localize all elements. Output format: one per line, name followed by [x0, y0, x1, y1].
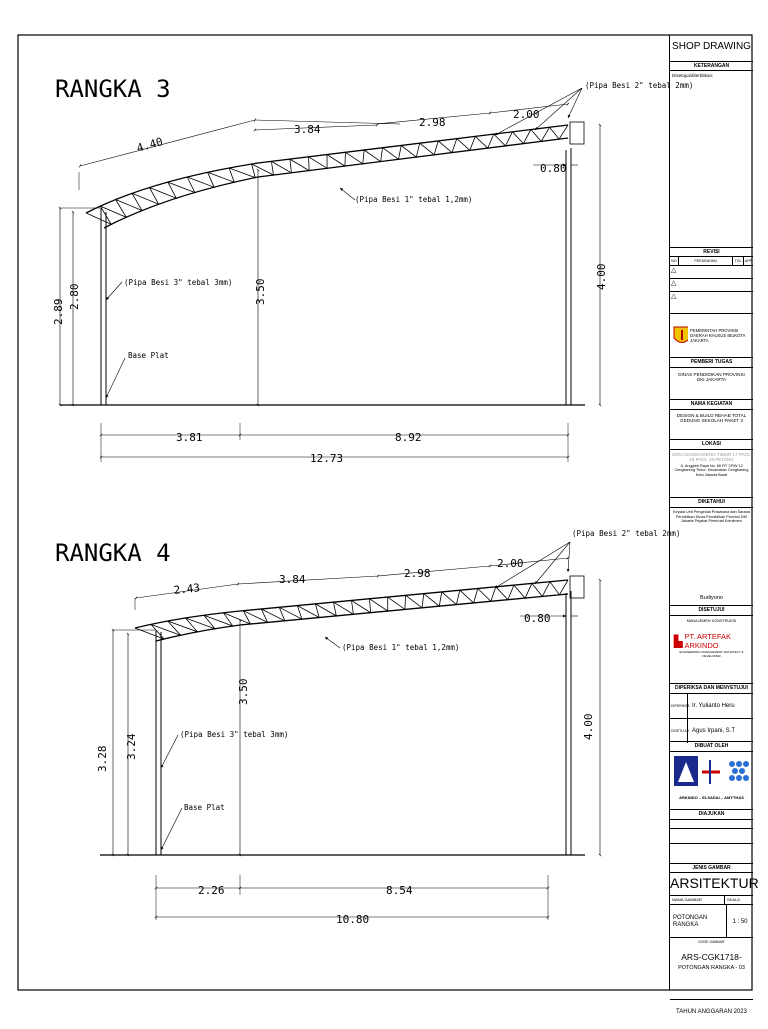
r3-dim-h-mid: 3.50	[254, 278, 267, 305]
r4-dim-bot1: 2.26	[198, 884, 225, 897]
r4-note-pipe-top: (Pipa Besi 2" tebal 2mm)	[572, 529, 681, 538]
skala-value: 1 : 50	[732, 918, 748, 925]
r4-note-pipe-col: (Pipa Besi 3" tebal 3mm)	[180, 730, 289, 739]
nama-gambar-value: POTONGAN RANGKA	[670, 905, 727, 938]
lokasi-label: LOKASI	[670, 440, 753, 450]
r3-dim-top1: 4.40	[135, 135, 165, 155]
pemberi-tugas-section	[670, 357, 753, 399]
disetujui-label: DISETUJUI	[670, 606, 753, 616]
jenis-label: JENIS GAMBAR	[692, 865, 731, 871]
revisi-label: REVISI	[670, 248, 753, 257]
r3-truss-bottom-chord	[104, 138, 568, 228]
mk-sub: ENGINEERING MANAGEMENT ARCHITECT & DEVELOPER	[679, 650, 744, 659]
jenis-gambar-section	[670, 863, 759, 895]
jenis-value: ARSITEKTUR	[670, 872, 753, 893]
r3-dim-top4: 2.00	[513, 108, 540, 121]
r3-note-pipe-top: (Pipa Besi 2" tebal 2mm)	[585, 81, 694, 90]
nama-kegiatan-label: NAMA KEGIATAN	[670, 400, 753, 410]
diperiksa-row: DIPERIKSA Ir. Yulianto Heru	[670, 694, 753, 719]
disetujui-section	[670, 605, 753, 683]
r4-note-pipe-mid: (Pipa Besi 1" tebal 1,2mm)	[342, 643, 460, 652]
dibuat-label: DIBUAT OLEH	[670, 742, 753, 752]
pemberi-tugas-value: DINAS PENDIDIKAN PROVINSI DKI JAKARTA	[678, 372, 745, 383]
rangka-3-drawing	[55, 75, 600, 462]
rangka-4-labels	[96, 529, 683, 926]
rangka-3-labels	[52, 81, 693, 465]
dibuat-company: ARKINDO – ELSADAI – AMYTHAS	[679, 795, 744, 800]
diajukan-section	[670, 809, 753, 863]
r3-note-base: Base Plat	[128, 351, 169, 360]
dibuat-oleh-section	[670, 741, 753, 809]
r3-dim-top2: 3.84	[294, 123, 321, 136]
rangka-4-title: RANGKA 4	[55, 539, 171, 567]
r3-dim-bot1: 3.81	[176, 431, 203, 444]
diperiksa-label: DIPERIKSA DAN MENYETUJUI	[670, 684, 753, 694]
revisi-row: △	[671, 293, 677, 300]
diketahui-label: DIKETAHUI	[670, 498, 753, 508]
lokasi-address: Jl. Anggrek Raya No. 66 RT 7/RW 12 Cengkareng Timur, Kecamatan Cengkareng Kota Jakarta Barat	[674, 463, 749, 477]
r4-note-base: Base Plat	[184, 803, 225, 812]
artefak-logo-icon: ▙	[674, 635, 683, 648]
diajukan-label: DIAJUKAN	[670, 810, 753, 820]
lokasi-value: SDN CENGKARENG TIMUR 17 PAGI, 18 PAGI, 19 PETANG	[672, 452, 751, 463]
skala-label: SKALA	[727, 897, 740, 902]
revisi-section	[670, 247, 753, 313]
tahun-anggaran: TAHUN ANGGARAN 2023	[670, 999, 753, 1024]
r4-dim-h-right: 4.00	[582, 713, 595, 740]
r4-dim-total: 10.80	[336, 913, 370, 926]
nama-gambar-section	[670, 895, 753, 937]
revisi-header-row: NO PERUBAHAN TGL APP	[670, 257, 753, 266]
r3-dim-total: 12.73	[310, 452, 344, 465]
r3-top-bracket	[570, 122, 584, 144]
diketahui-value: Kepala Unit Pengelola Prasarana dan Sarana Pendidikan Dinas Pendidikan Provinsi DKI Jakarta Pejabat Pembuat Komitmen	[673, 510, 750, 524]
r3-dim-h-left-inner: 2.80	[68, 283, 81, 310]
consultant-logos-icon	[670, 752, 753, 794]
pemberi-tugas-label: PEMBERI TUGAS	[670, 358, 753, 368]
government-section	[670, 313, 753, 357]
revisi-row: △	[670, 266, 753, 279]
r4-dim-h-left-outer: 3.28	[96, 745, 109, 772]
kode-value: ARS-CGK1718-	[681, 952, 742, 962]
r4-dim-top4: 2.00	[497, 557, 524, 570]
r3-dim-right-offset: 0.80	[540, 162, 567, 175]
mk-company: PT. ARTEFAK ARKINDO	[684, 632, 732, 651]
dki-crest-icon	[673, 325, 688, 347]
rangka-3-title: RANGKA 3	[55, 75, 171, 103]
r4-truss-top-chord	[135, 580, 568, 628]
title-block	[669, 35, 759, 1015]
gov-line1: PEMERINTAH PROVINSI	[690, 328, 739, 333]
r4-dim-top2: 3.84	[279, 573, 306, 586]
r4-dim-top3: 2.98	[404, 567, 431, 580]
keterangan-label: KETERANGAN	[670, 62, 753, 71]
r3-note-pipe-mid: (Pipa Besi 1" tebal 1,2mm)	[355, 195, 473, 204]
revisi-row: △	[670, 279, 753, 292]
r3-dim-h-left-outer: 2.89	[52, 298, 65, 325]
r3-note-pipe-col: (Pipa Besi 3" tebal 3mm)	[124, 278, 233, 287]
r3-dim-bot2: 8.92	[395, 431, 422, 444]
keterangan-value: Disetujui/diterbitkan:	[672, 73, 714, 78]
signer-name: Budiyono	[700, 594, 723, 601]
nama-kegiatan-value: DESIGN & BUILD REHAB TOTAL GEDUNG SEKOLAH PAKET 3	[676, 413, 747, 424]
nama-kegiatan-section	[670, 399, 753, 439]
kode-sub: POTONGAN RANGKA - 03	[678, 965, 745, 971]
lokasi-section	[670, 439, 753, 497]
gov-line2: DAERAH KHUSUS IBUKOTA JAKARTA	[690, 333, 746, 343]
r4-dim-h-mid: 3.50	[237, 678, 250, 705]
disetujui-row: DISETUJUI Agus Irpani, S.T	[670, 719, 753, 743]
keterangan-section	[670, 61, 753, 247]
mk-label: MANAJEMEN KONSTRUKSI	[686, 619, 737, 623]
r4-top-bracket	[570, 576, 584, 598]
sheet-type-header: SHOP DRAWING	[672, 41, 751, 52]
r4-dim-bot2: 8.54	[386, 884, 413, 897]
r4-dim-right-offset: 0.80	[524, 612, 551, 625]
kode-gambar-section	[670, 937, 753, 999]
rangka-4-drawing	[55, 539, 600, 920]
kode-label: KODE GAMBAR	[698, 940, 725, 944]
r3-dim-h-right: 4.00	[595, 263, 608, 290]
diketahui-section	[670, 497, 753, 605]
nama-gambar-label: NAMA GAMBAR	[670, 896, 725, 904]
r3-dim-top3: 2.98	[419, 116, 446, 129]
diperiksa-section	[670, 683, 753, 741]
r4-dim-h-left-inner: 3.24	[125, 733, 138, 760]
r4-dim-top1: 2.43	[172, 581, 201, 597]
r4-truss-bottom-chord	[156, 594, 568, 641]
